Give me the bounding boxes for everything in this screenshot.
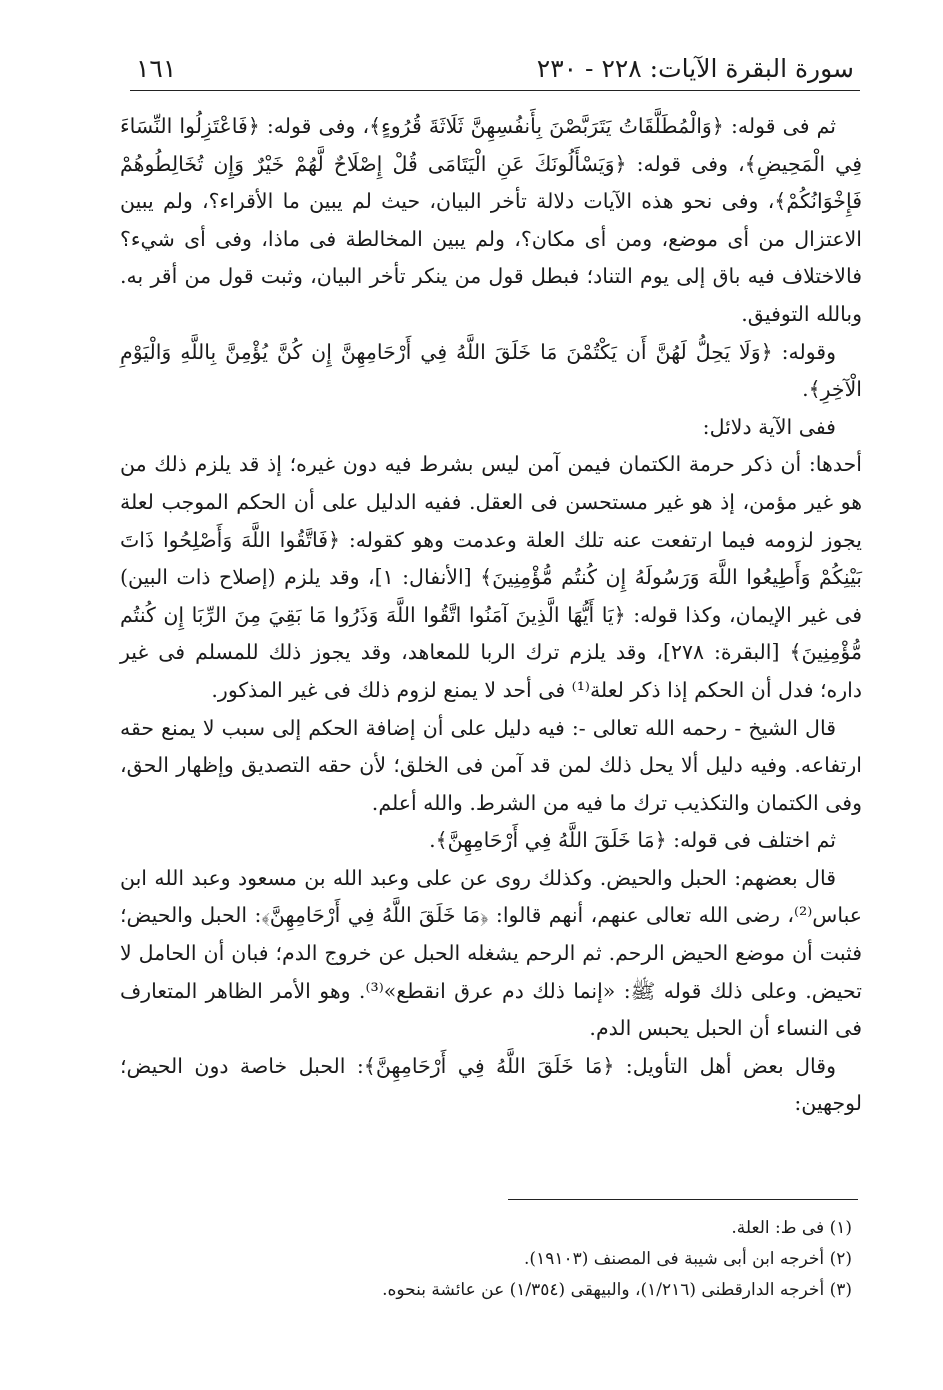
footnote-text: أخرجه الدارقطنى (١/٢١٦)، والبيهقى (١/٣٥٤) عن عائشة بنحوه. bbox=[382, 1280, 825, 1300]
main-text bbox=[120, 108, 862, 1123]
paragraph: وقال بعض أهل التأويل: ﴿مَا خَلَقَ اللَّهُ فِي أَرْحَامِهِنَّ﴾: الحبل خاصة دون الحيض؛ لوجهين: bbox=[120, 1053, 862, 1116]
paragraph: أحدها: أن ذكر حرمة الكتمان فيمن آمن ليس بشرط فيه دون غيره؛ إذ قد يلزم ذلك من هو غير مؤمن، إذ هو غير مستحسن فى العقل. ففيه الدليل على أن الحكم الموجب لعلة يجوز لزومه فيما ارتفعت عنه تلك العلة وعدمت وهو كقوله: ﴿فَاتَّقُوا اللَّهَ وَأَصْلِحُوا ذَاتَ بَيْنِكُمْ وَأَطِيعُوا اللَّهَ وَرَسُولَهُ إِن كُنتُم مُّؤْمِنِينَ﴾ [الأنفال: ١]، وقد يلزم (إصلاح ذات البين) فى غير الإيمان، وكذا قوله: ﴿يَا أَيُّهَا الَّذِينَ آمَنُوا اتَّقُوا اللَّهَ وَذَرُوا مَا بَقِيَ مِنَ الرِّبَا إِن كُنتُم مُّؤْمِنِينَ﴾ [البقرة: ٢٧٨]، وقد يلزم ترك الربا للمعاهد، وقد يجوز ذلك للمسلم فى غير داره؛ فدل أن الحكم إذا ذكر لعلة⁽¹⁾ فى أحد لا يمنع لزوم ذلك فى غير المذكور. bbox=[120, 452, 862, 702]
footnote-text: أخرجه ابن أبى شيبة فى المصنف (١٩١٠٣). bbox=[524, 1249, 825, 1269]
paragraph: قال بعضهم: الحبل والحيض. وكذلك روى عن على وعبد الله بن مسعود وعبد الله ابن عباس⁽²⁾، رضى الله تعالى عنهم، أنهم قالوا: ﴿مَا خَلَقَ اللَّهُ فِي أَرْحَامِهِنَّ﴾: الحبل والحيض؛ فثبت أن موضع الحيض الرحم. ثم الرحم يشغله الحبل عن خروج الدم؛ فبان أن الحامل لا تحيض. وعلى ذلك قوله ﷺ: «إنما ذلك دم عرق انقطع»⁽³⁾. وهو الأمر الظاهر المتعارف فى النساء أن الحبل يحبس الدم. bbox=[120, 865, 862, 1041]
footnote-number: (١) bbox=[829, 1218, 852, 1238]
page-header bbox=[130, 42, 860, 91]
paragraph: قال الشيخ - رحمه الله تعالى -: فيه دليل على أن إضافة الحكم إلى سبب لا يمنع حقه ارتفاعه. وفيه دليل ألا يحل ذلك لمن قد آمن فى الخلق؛ لأن حقه التصديق وإظهار الحق، وفى الكتمان والتكذيب ترك ما فيه من الشرط. والله أعلم. bbox=[120, 715, 862, 815]
paragraph: وقوله: ﴿وَلَا يَحِلُّ لَهُنَّ أَن يَكْتُمْنَ مَا خَلَقَ اللَّهُ فِي أَرْحَامِهِنَّ إِن كُنَّ يُؤْمِنَّ بِاللَّهِ وَالْيَوْمِ الْآخِرِ﴾. bbox=[120, 339, 862, 402]
footnote-number: (٢) bbox=[829, 1249, 852, 1269]
footnote-text: فى ط: العلة. bbox=[731, 1218, 825, 1238]
page-number: ١٦١ bbox=[136, 54, 177, 83]
running-title: سورة البقرة الآيات: ٢٢٨ - ٢٣٠ bbox=[536, 54, 854, 83]
footnote-separator bbox=[508, 1199, 858, 1200]
paragraph: ثم فى قوله: ﴿وَالْمُطَلَّقَاتُ يَتَرَبَّصْنَ بِأَنفُسِهِنَّ ثَلَاثَةَ قُرُوءٍ﴾، وفى قوله: ﴿فَاعْتَزِلُوا النِّسَاءَ فِي الْمَحِيضِ﴾، وفى قوله: ﴿وَيَسْأَلُونَكَ عَنِ الْيَتَامَى قُلْ إِصْلَاحٌ لَّهُمْ خَيْرٌ وَإِن تُخَالِطُوهُمْ فَإِخْوَانُكُمْ﴾، وفى نحو هذه الآيات دلالة تأخر البيان، حيث لم يبين ما الأقراء؟، ولم يبين الاعتزال من أى موضع، ومن أى مكان؟، ولم يبين المخالطة فى ماذا، وفى أى شيء؟ فالاختلاف فيه باق إلى يوم التناد؛ فبطل قول من ينكر تأخر البيان، وثبت قول من أقر به. وبالله التوفيق. bbox=[120, 114, 862, 326]
footnote-number: (٣) bbox=[829, 1280, 852, 1300]
paragraph: ثم اختلف فى قوله: ﴿مَا خَلَقَ اللَّهُ فِي أَرْحَامِهِنَّ﴾. bbox=[429, 828, 836, 853]
footnote bbox=[130, 1275, 860, 1306]
footnote bbox=[130, 1244, 860, 1275]
footnote bbox=[130, 1213, 860, 1244]
footnotes bbox=[130, 1213, 860, 1306]
paragraph: ففى الآية دلائل: bbox=[702, 414, 836, 439]
